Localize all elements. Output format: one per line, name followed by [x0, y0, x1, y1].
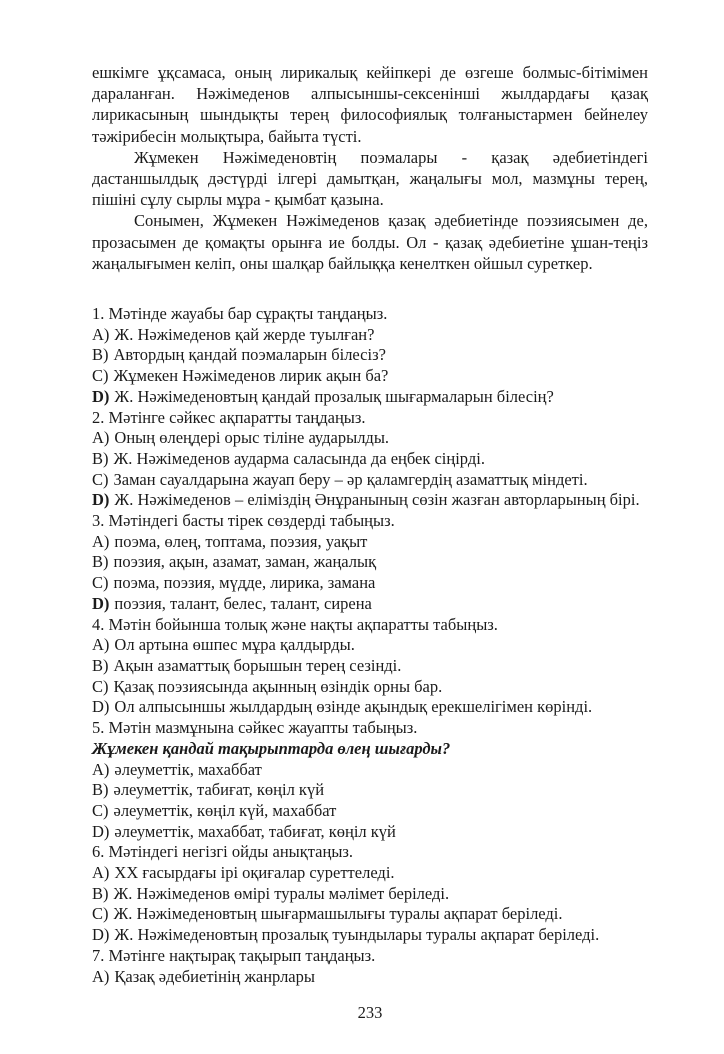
option-line — [92, 594, 648, 615]
option-line — [92, 325, 648, 346]
option-text: Ж. Нәжімеденовтың прозалық туындылары туралы ақпарат беріледі. — [114, 925, 600, 945]
intro-paragraph: Сонымен, Жұмекен Нәжімеденов қазақ әдебиетінде поэзиясымен де, прозасымен де қомақты орынға ие болды. Ол - қазақ әдебиетіне ұшан-теңіз жаңалығымен келіп, оны шалқар байлыққа кенелткен ойшыл суреткер. — [92, 211, 648, 273]
option-label: B) — [92, 655, 109, 675]
option-text: Жұмекен Нәжімеденов лирик ақын ба? — [113, 366, 389, 386]
option-text: Ж. Нәжімеденов – еліміздің Әнұранының сөзін жазған авторларының бірі. — [114, 490, 640, 510]
question-block — [92, 946, 648, 987]
option-line — [92, 863, 648, 884]
option-label: A) — [92, 324, 110, 344]
question-block — [92, 408, 648, 512]
option-label: D) — [92, 821, 110, 841]
question-prompt: 4. Мәтін бойынша толық және нақты ақпаратты табыңыз. — [92, 614, 498, 634]
option-line — [92, 366, 648, 387]
question-prompt: 7. Мәтінге нақтырақ тақырып таңдаңыз. — [92, 945, 376, 965]
question-block — [92, 842, 648, 946]
question-prompt: 1. Мәтінде жауабы бар сұрақты таңдаңыз. — [92, 304, 388, 324]
option-text: әлеуметтік, махаббат, табиғат, көңіл күй — [114, 821, 396, 841]
option-text: Ж. Нәжімеденовтың қандай прозалық шығармаларын білесің? — [114, 386, 554, 406]
option-text: Автордың қандай поэмаларын білесіз? — [113, 345, 386, 365]
question-prompt: 2. Мәтінге сәйкес ақпаратты таңдаңыз. — [92, 407, 366, 427]
option-line — [92, 552, 648, 573]
option-line — [92, 449, 648, 470]
option-label: C) — [92, 904, 109, 924]
option-text: Ақын азаматтық борышын терең сезінді. — [113, 655, 402, 675]
option-label: A) — [92, 863, 110, 883]
option-label: A) — [92, 428, 110, 448]
option-line — [92, 573, 648, 594]
option-line — [92, 532, 648, 553]
question-block — [92, 511, 648, 615]
intro-paragraph: ешкімге ұқсамаса, оның лирикалық кейіпкері де өзгеше болмыс-бітімімен дараланған. Нәжімеденов алпысыншы-сексенінші жылдардағы қазақ лирикасының шындықты терең философиялық толғаныстармен бейнелеу тәжірибесін молықтыра, байыта түсті. — [92, 63, 648, 146]
option-text: Ж. Нәжімеденовтың шығармашылығы туралы ақпарат беріледі. — [113, 904, 563, 924]
option-label: D) — [92, 697, 110, 717]
questions-section — [92, 304, 648, 987]
option-text: поэма, поэзия, мүдде, лирика, замана — [113, 573, 376, 593]
option-label: A) — [92, 966, 110, 986]
question-prompt: 5. Мәтін мазмұнына сәйкес жауапты табыңыз. — [92, 718, 418, 738]
question-prompt: 3. Мәтіндегі басты тірек сөздерді табыңыз. — [92, 511, 395, 531]
option-text: Қазақ поэзиясында ақынның өзіндік орны бар. — [113, 676, 443, 696]
option-label: D) — [92, 593, 110, 613]
option-label: B) — [92, 780, 109, 800]
option-label: B) — [92, 883, 109, 903]
page-number: 233 — [357, 1003, 383, 1023]
option-line — [92, 635, 648, 656]
question-block — [92, 615, 648, 719]
question-subprompt: Жұмекен қандай тақырыптарда өлең шығарды? — [92, 738, 451, 758]
option-label: B) — [92, 552, 109, 572]
option-text: Ж. Нәжімеденов аударма саласында да еңбек сіңірді. — [113, 448, 485, 468]
option-label: C) — [92, 676, 109, 696]
option-text: Қазақ әдебиетінің жанрлары — [114, 966, 315, 986]
option-text: поэзия, ақын, азамат, заман, жаңалық — [113, 552, 377, 572]
option-label: D) — [92, 925, 110, 945]
option-label: B) — [92, 345, 109, 365]
option-label: A) — [92, 759, 110, 779]
question-block — [92, 718, 648, 842]
option-line — [92, 801, 648, 822]
option-text: әлеуметтік, табиғат, көңіл күй — [113, 780, 325, 800]
option-line — [92, 884, 648, 905]
option-text: Ж. Нәжімеденов қай жерде туылған? — [114, 324, 375, 344]
option-line — [92, 760, 648, 781]
option-text: Ж. Нәжімеденов өмірі туралы мәлімет беріледі. — [113, 883, 450, 903]
option-line — [92, 904, 648, 925]
option-line — [92, 387, 648, 408]
option-line — [92, 428, 648, 449]
option-text: Заман сауалдарына жауап беру – әр қаламгердің азаматтық міндеті. — [113, 469, 588, 489]
option-line — [92, 677, 648, 698]
option-text: XX ғасырдағы ірі оқиғалар суреттеледі. — [114, 863, 395, 883]
option-text: Оның өлеңдері орыс тіліне аударылды. — [114, 428, 390, 448]
option-label: C) — [92, 469, 109, 489]
option-text: Ол алпысыншы жылдардың өзінде ақындық ерекшелігімен көрінді. — [114, 697, 593, 717]
option-line — [92, 780, 648, 801]
option-text: әлеуметтік, көңіл күй, махаббат — [113, 800, 337, 820]
option-line — [92, 470, 648, 491]
option-label: B) — [92, 448, 109, 468]
option-text: поэзия, талант, белес, талант, сирена — [114, 593, 372, 613]
option-text: поэма, өлең, топтама, поэзия, уақыт — [114, 531, 368, 551]
option-label: A) — [92, 531, 110, 551]
option-label: C) — [92, 573, 109, 593]
option-line — [92, 925, 648, 946]
option-label: D) — [92, 386, 110, 406]
question-prompt: 6. Мәтіндегі негізгі ойды анықтаңыз. — [92, 842, 354, 862]
intro-text-block — [92, 62, 648, 274]
option-text: Ол артына өшпес мұра қалдырды. — [114, 635, 355, 655]
option-label: C) — [92, 800, 109, 820]
option-line — [92, 697, 648, 718]
option-line — [92, 345, 648, 366]
option-line — [92, 822, 648, 843]
option-text: әлеуметтік, махаббат — [114, 759, 262, 779]
option-line — [92, 656, 648, 677]
option-line — [92, 967, 648, 988]
option-label: A) — [92, 635, 110, 655]
intro-paragraph: Жұмекен Нәжімеденовтің поэмалары - қазақ әдебиетіндегі дастаншылдық дәстүрді ілгері дамытқан, жаңалығы мол, мазмұны терең, пішіні сұлу сырлы мұра - қымбат қазына. — [92, 147, 648, 210]
option-line — [92, 490, 648, 511]
question-block — [92, 304, 648, 408]
option-label: D) — [92, 490, 110, 510]
option-label: C) — [92, 366, 109, 386]
